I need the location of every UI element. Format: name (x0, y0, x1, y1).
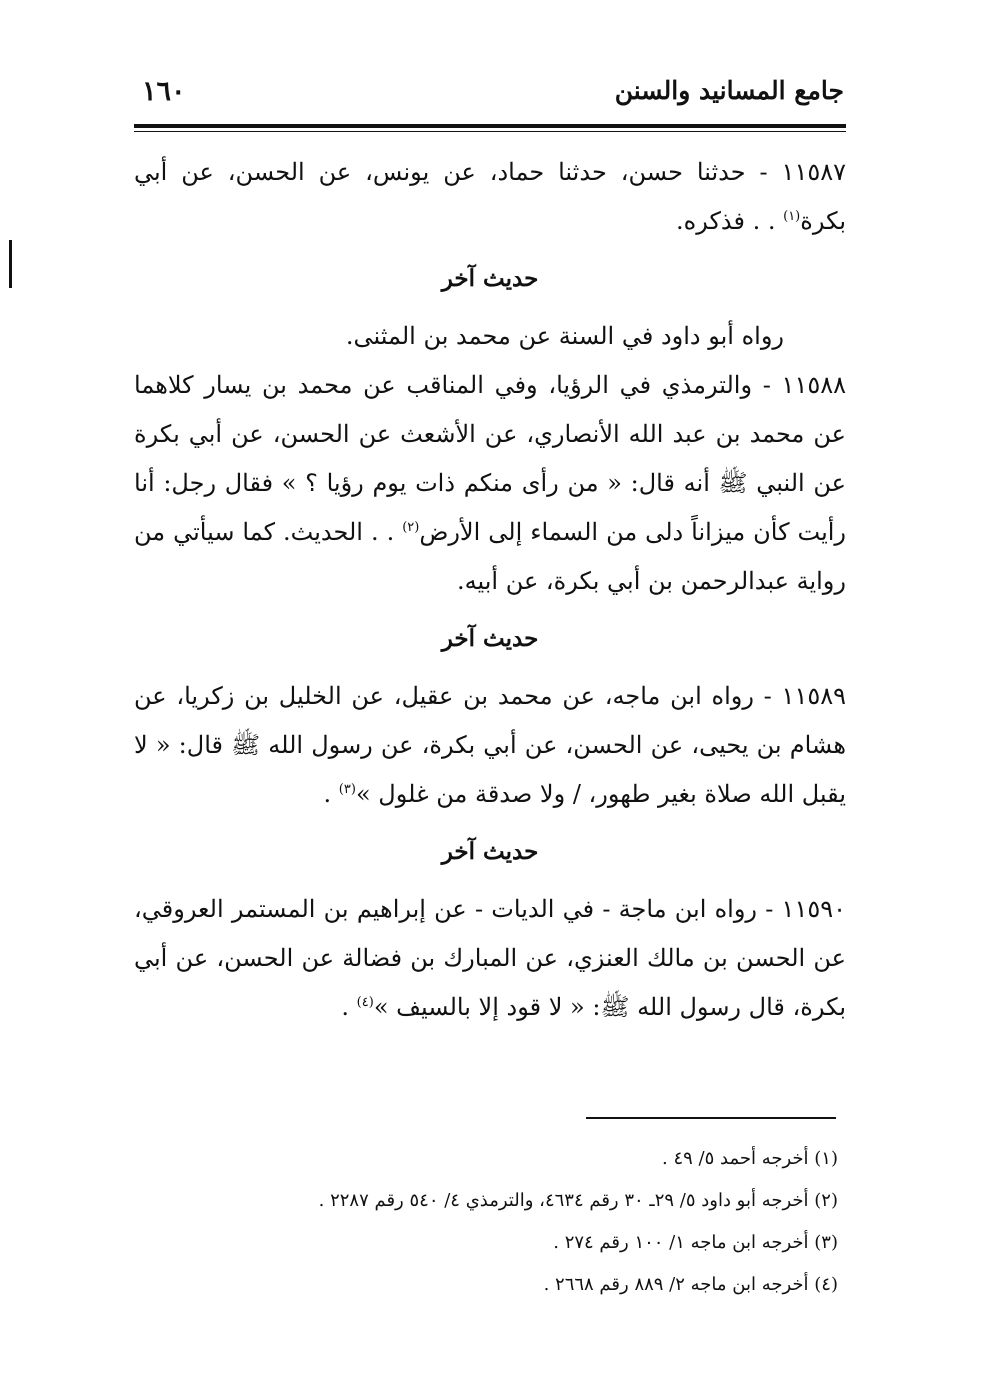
running-title: جامع المسانيد والسنن (614, 76, 844, 105)
narration-note: رواه أبو داود في السنة عن محمد بن المثنى. (345, 322, 784, 350)
hadith-11588 (134, 361, 846, 606)
margin-mark (9, 240, 12, 288)
body-text (134, 148, 846, 1032)
header-rule (134, 124, 846, 128)
hadith-text: ١١٥٩٠ - رواه ابن ماجة - في الديات - عن إبراهيم بن المستمر العروقي، عن الحسن بن مالك العنزي، عن المبارك بن فضالة عن الحسن، عن أبي بكرة، قال رسول الله ﷺ: « لا قود إلا بالسيف » (134, 895, 846, 1021)
hadith-11590 (134, 885, 846, 1032)
footnote-ref: (٣) (338, 782, 356, 797)
section-heading: حديث آخر (441, 265, 539, 292)
footnote-ref: (٤) (356, 995, 374, 1010)
footnote-ref: (١) (783, 209, 801, 224)
footnotes (134, 1138, 838, 1306)
hadith-text: ١١٥٨٨ - والترمذي في الرؤيا، وفي المناقب عن محمد بن يسار كلاهما عن محمد بن عبد الله الأنصاري، عن الأشعث عن الحسن، عن أبي بكرة عن النبي ﷺ أنه قال: « من رأى منكم ذات يوم رؤيا ؟ » فقال رجل: أنا رأيت كأن ميزاناً دلى من السماء إلى الأرض (134, 371, 847, 546)
footnote-separator (586, 1117, 836, 1119)
footnote-3: (٣) أخرجه ابن ماجه ١/ ١٠٠ رقم ٢٧٤ . (553, 1232, 838, 1253)
hadith-text: ١١٥٨٧ - حدثنا حسن، حدثنا حماد، عن يونس، عن الحسن، عن أبي بكرة (134, 158, 846, 235)
hadith-11589 (134, 672, 846, 819)
footnote-ref: (٢) (402, 520, 420, 535)
hadith-text-tail: . (341, 993, 357, 1021)
footnote-4: (٤) أخرجه ابن ماجه ٢/ ٨٨٩ رقم ٢٦٦٨ . (543, 1274, 838, 1295)
hadith-text-tail: . (323, 780, 339, 808)
hadith-text-tail: . . فذكره. (676, 207, 784, 235)
section-heading: حديث آخر (441, 625, 539, 652)
section-heading: حديث آخر (441, 838, 539, 865)
hadith-11587 (134, 148, 846, 246)
page-number: ١٦٠ (142, 76, 186, 107)
footnote-2: (٢) أخرجه أبو داود ٥/ ٢٩ـ ٣٠ رقم ٤٦٣٤، والترمذي ٤/ ٥٤٠ رقم ٢٢٨٧ . (318, 1190, 838, 1211)
page-header (134, 76, 844, 116)
header-rule-thin (134, 131, 846, 132)
hadith-text-tail: . . الحديث. كما سيأتي من رواية عبدالرحمن بن أبي بكرة، عن أبيه. (134, 518, 846, 595)
hadith-text: ١١٥٨٩ - رواه ابن ماجه، عن محمد بن عقيل، عن الخليل بن زكريا، عن هشام بن يحيى، عن الحسن، عن أبي بكرة، عن رسول الله ﷺ قال: « لا يقبل الله صلاة بغير طهور، / ولا صدقة من غلول » (134, 682, 846, 808)
footnote-1: (١) أخرجه أحمد ٥/ ٤٩ . (662, 1148, 838, 1169)
